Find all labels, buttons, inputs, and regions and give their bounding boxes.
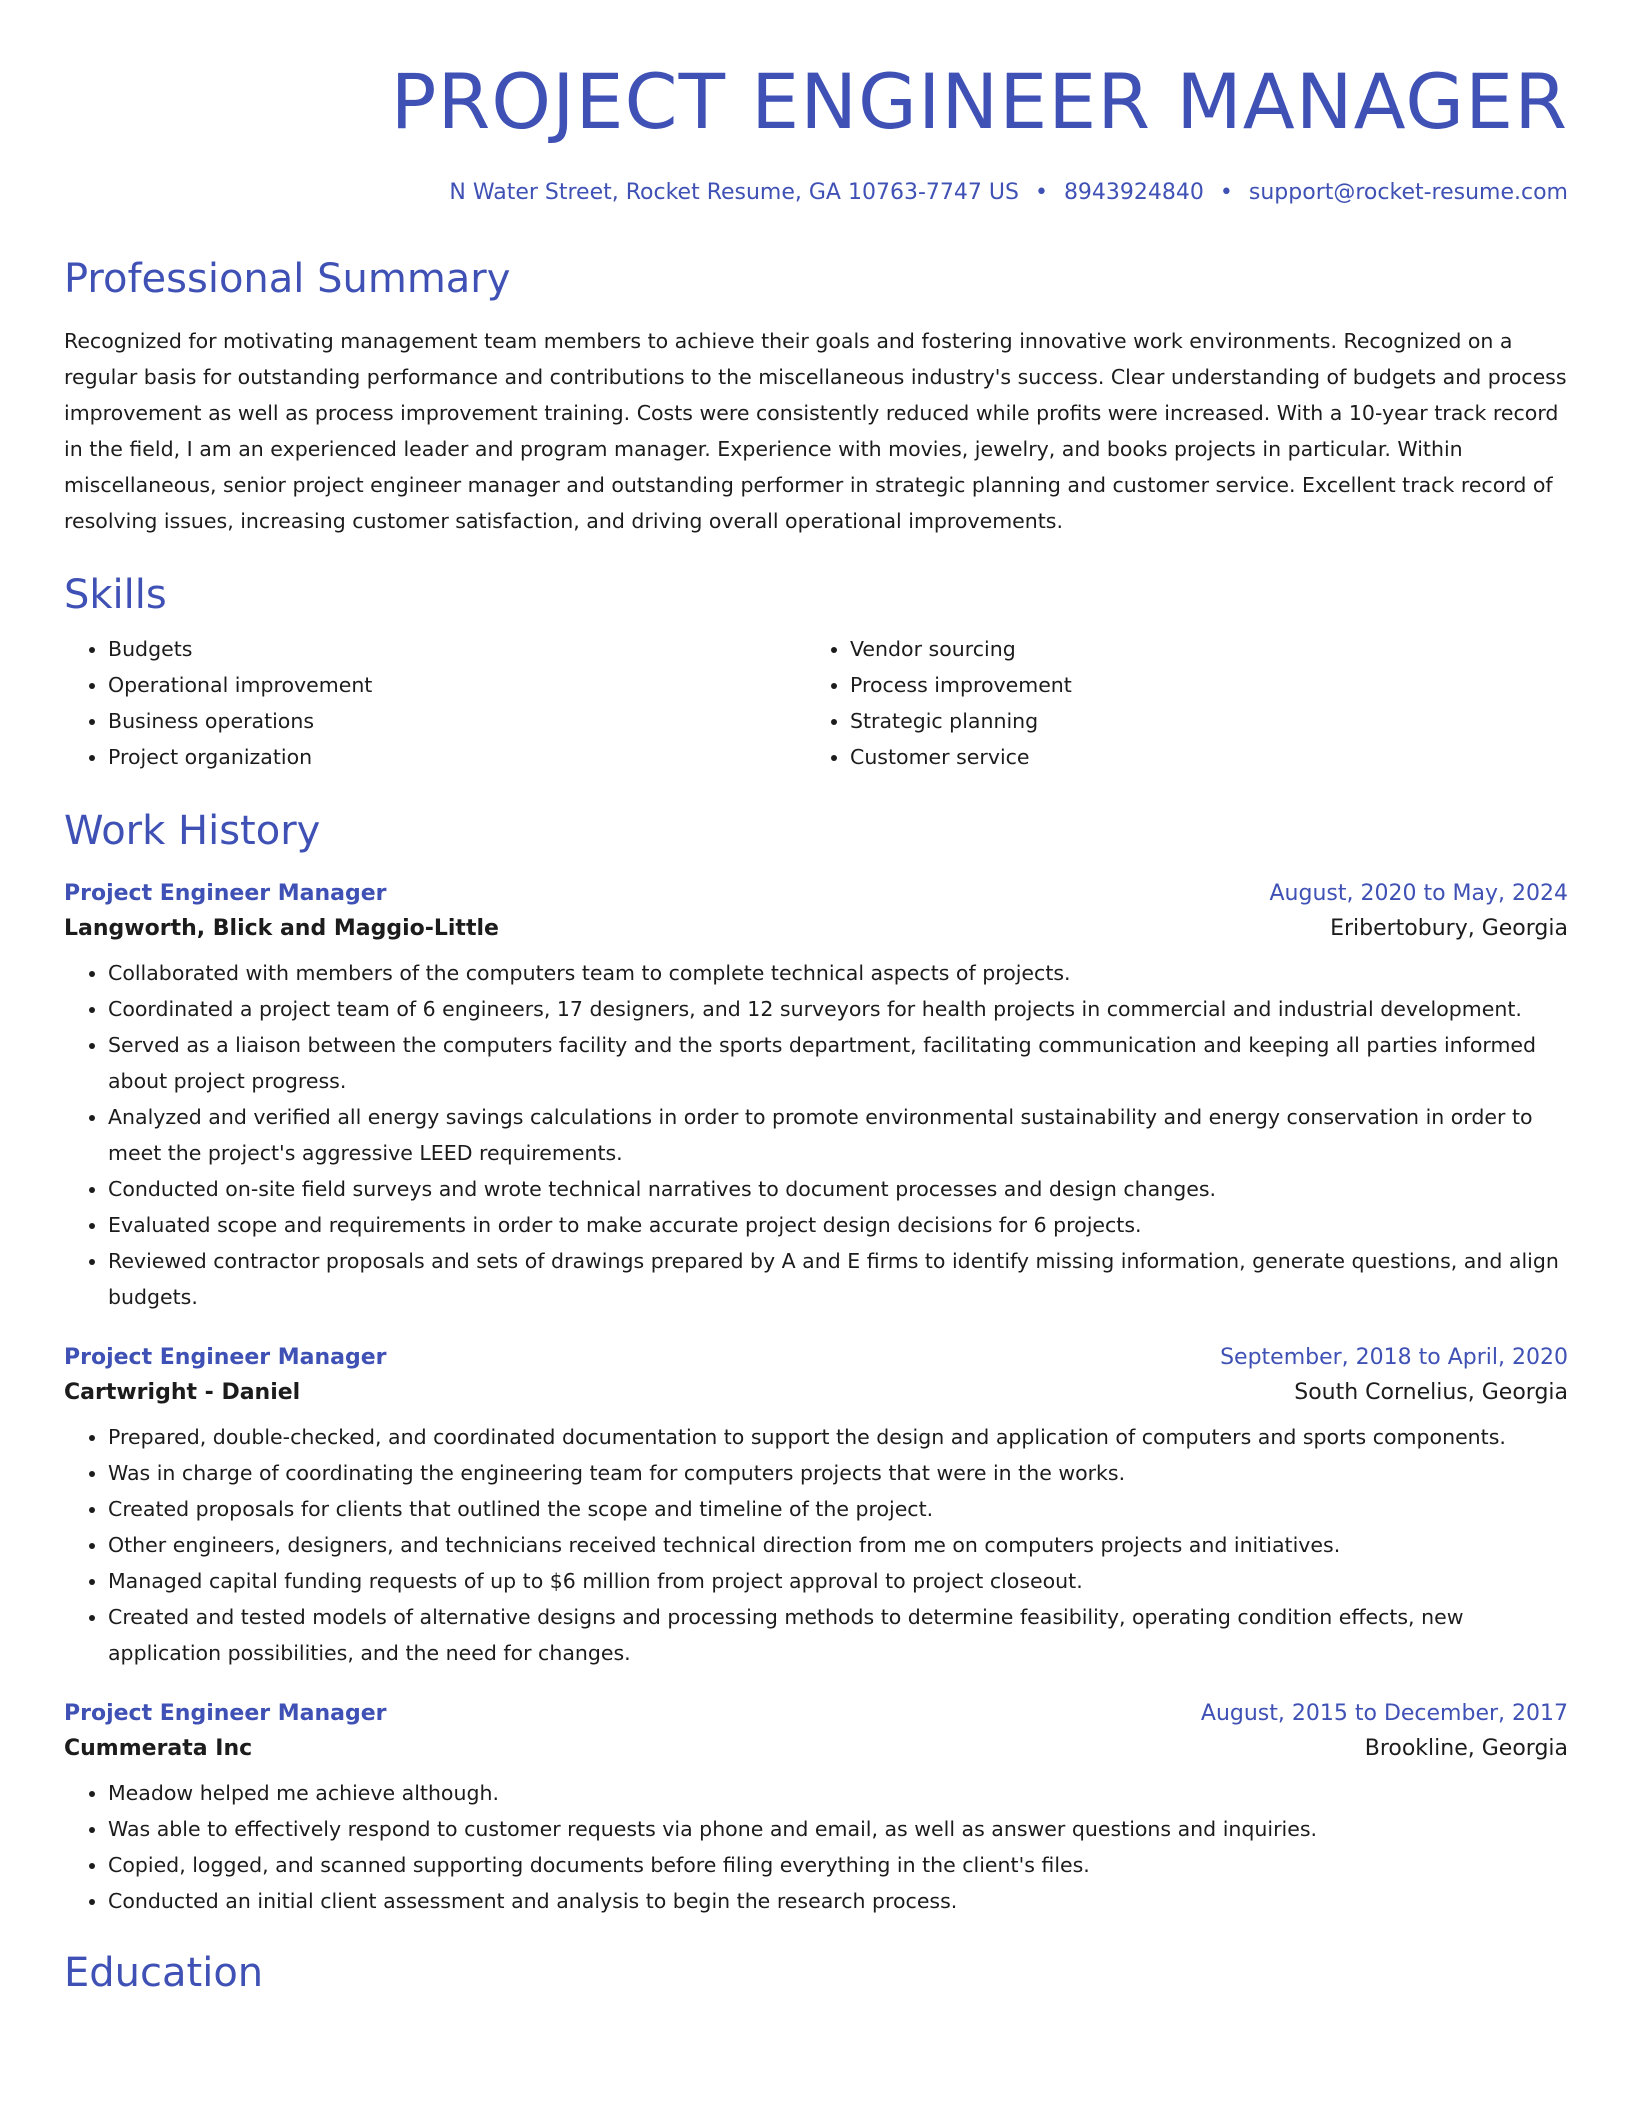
work-history-heading: Work History — [64, 808, 321, 854]
job-bullet: • Served as a liaison between the computers facility and the sports department, facilitating communication and keeping all parties informed about project progress. — [108, 1027, 1568, 1099]
education-heading: Education — [64, 1950, 264, 1996]
job-company: Cummerata Inc — [64, 1736, 253, 1761]
job-bullet: • Conducted an initial client assessment and analysis to begin the research process. — [108, 1883, 1568, 1919]
job-bullets — [64, 1775, 1568, 1919]
contact-email[interactable]: support@rocket-resume.com — [1248, 180, 1568, 205]
work-history — [64, 881, 1568, 1919]
skill-item: • Operational improvement — [108, 667, 806, 703]
job-location: Eribertobury, Georgia — [1330, 916, 1568, 941]
skill-item: • Strategic planning — [850, 703, 1072, 739]
job-bullet: • Evaluated scope and requirements in order to make accurate project design decisions for 6 projects. — [108, 1207, 1568, 1243]
job-bullet: • Copied, logged, and scanned supporting documents before filing everything in the client's files. — [108, 1847, 1568, 1883]
contact-line — [64, 180, 1568, 205]
contact-separator: • — [1219, 180, 1233, 205]
job-bullet: • Collaborated with members of the computers team to complete technical aspects of projects. — [108, 955, 1568, 991]
skills-list — [64, 631, 1568, 775]
job-title: Project Engineer Manager — [64, 881, 387, 906]
skills-column-right — [806, 631, 1072, 775]
job-location: Brookline, Georgia — [1364, 1736, 1568, 1761]
job-bullet: • Other engineers, designers, and technicians received technical direction from me on computers projects and initiatives. — [108, 1527, 1568, 1563]
job-title: Project Engineer Manager — [64, 1701, 387, 1726]
job-bullets — [64, 955, 1568, 1315]
summary-text: Recognized for motivating management team members to achieve their goals and fostering innovative work environments. Recognized on a regular basis for outstanding performance and contributions to the miscellaneous industry's success. Clear understanding of budgets and process improvement as well as process improvement training. Costs were consistently reduced while profits were increased. With a 10-year track record in the field, I am an experienced leader and program manager. Experience with movies, jewelry, and books projects in particular. Within miscellaneous, senior project engineer manager and outstanding performer in strategic planning and customer service. Excellent track record of resolving issues, increasing customer satisfaction, and driving overall operational improvements. — [64, 329, 1567, 533]
skill-item: • Business operations — [108, 703, 806, 739]
job-entry — [64, 1345, 1568, 1671]
job-bullet: • Conducted on-site field surveys and wrote technical narratives to document processes and design changes. — [108, 1171, 1568, 1207]
summary-heading: Professional Summary — [64, 256, 511, 302]
job-bullet: • Was able to effectively respond to customer requests via phone and email, as well as answer questions and inquiries. — [108, 1811, 1568, 1847]
job-company: Langworth, Blick and Maggio-Little — [64, 916, 499, 941]
contact-address: N Water Street, Rocket Resume, GA 10763-7747 US — [449, 180, 1019, 205]
job-bullet: • Prepared, double-checked, and coordinated documentation to support the design and application of computers and sports components. — [108, 1419, 1568, 1455]
skills-column-left — [64, 631, 806, 775]
job-title: Project Engineer Manager — [64, 1345, 387, 1370]
job-location: South Cornelius, Georgia — [1294, 1380, 1568, 1405]
contact-phone[interactable]: 8943924840 — [1063, 180, 1204, 205]
job-bullet: • Created proposals for clients that outlined the scope and timeline of the project. — [108, 1491, 1568, 1527]
job-dates: September, 2018 to April, 2020 — [1220, 1345, 1568, 1370]
job-dates: August, 2015 to December, 2017 — [1200, 1701, 1568, 1726]
job-bullet: • Meadow helped me achieve although. — [108, 1775, 1568, 1811]
contact-separator: • — [1034, 180, 1048, 205]
skill-item: • Process improvement — [850, 667, 1072, 703]
job-bullet: • Coordinated a project team of 6 engineers, 17 designers, and 12 surveyors for health projects in commercial and industrial development. — [108, 991, 1568, 1027]
job-bullets — [64, 1419, 1568, 1671]
job-bullet: • Analyzed and verified all energy savings calculations in order to promote environmental sustainability and energy conservation in order to meet the project's aggressive LEED requirements. — [108, 1099, 1568, 1171]
job-entry — [64, 1701, 1568, 1919]
skill-item: • Vendor sourcing — [850, 631, 1072, 667]
skill-item: • Budgets — [108, 631, 806, 667]
job-bullet: • Was in charge of coordinating the engineering team for computers projects that were in the works. — [108, 1455, 1568, 1491]
job-dates: August, 2020 to May, 2024 — [1269, 881, 1568, 906]
job-bullet: • Managed capital funding requests of up to $6 million from project approval to project closeout. — [108, 1563, 1568, 1599]
resume-name: PROJECT ENGINEER MANAGER — [390, 57, 1568, 146]
job-company: Cartwright - Daniel — [64, 1380, 301, 1405]
skill-item: • Customer service — [850, 739, 1072, 775]
job-bullet: • Created and tested models of alternative designs and processing methods to determine feasibility, operating condition effects, new application possibilities, and the need for changes. — [108, 1599, 1568, 1671]
skill-item: • Project organization — [108, 739, 806, 775]
skills-heading: Skills — [64, 572, 167, 618]
job-entry — [64, 881, 1568, 1315]
job-bullet: • Reviewed contractor proposals and sets of drawings prepared by A and E firms to identify missing information, generate questions, and align budgets. — [108, 1243, 1568, 1315]
